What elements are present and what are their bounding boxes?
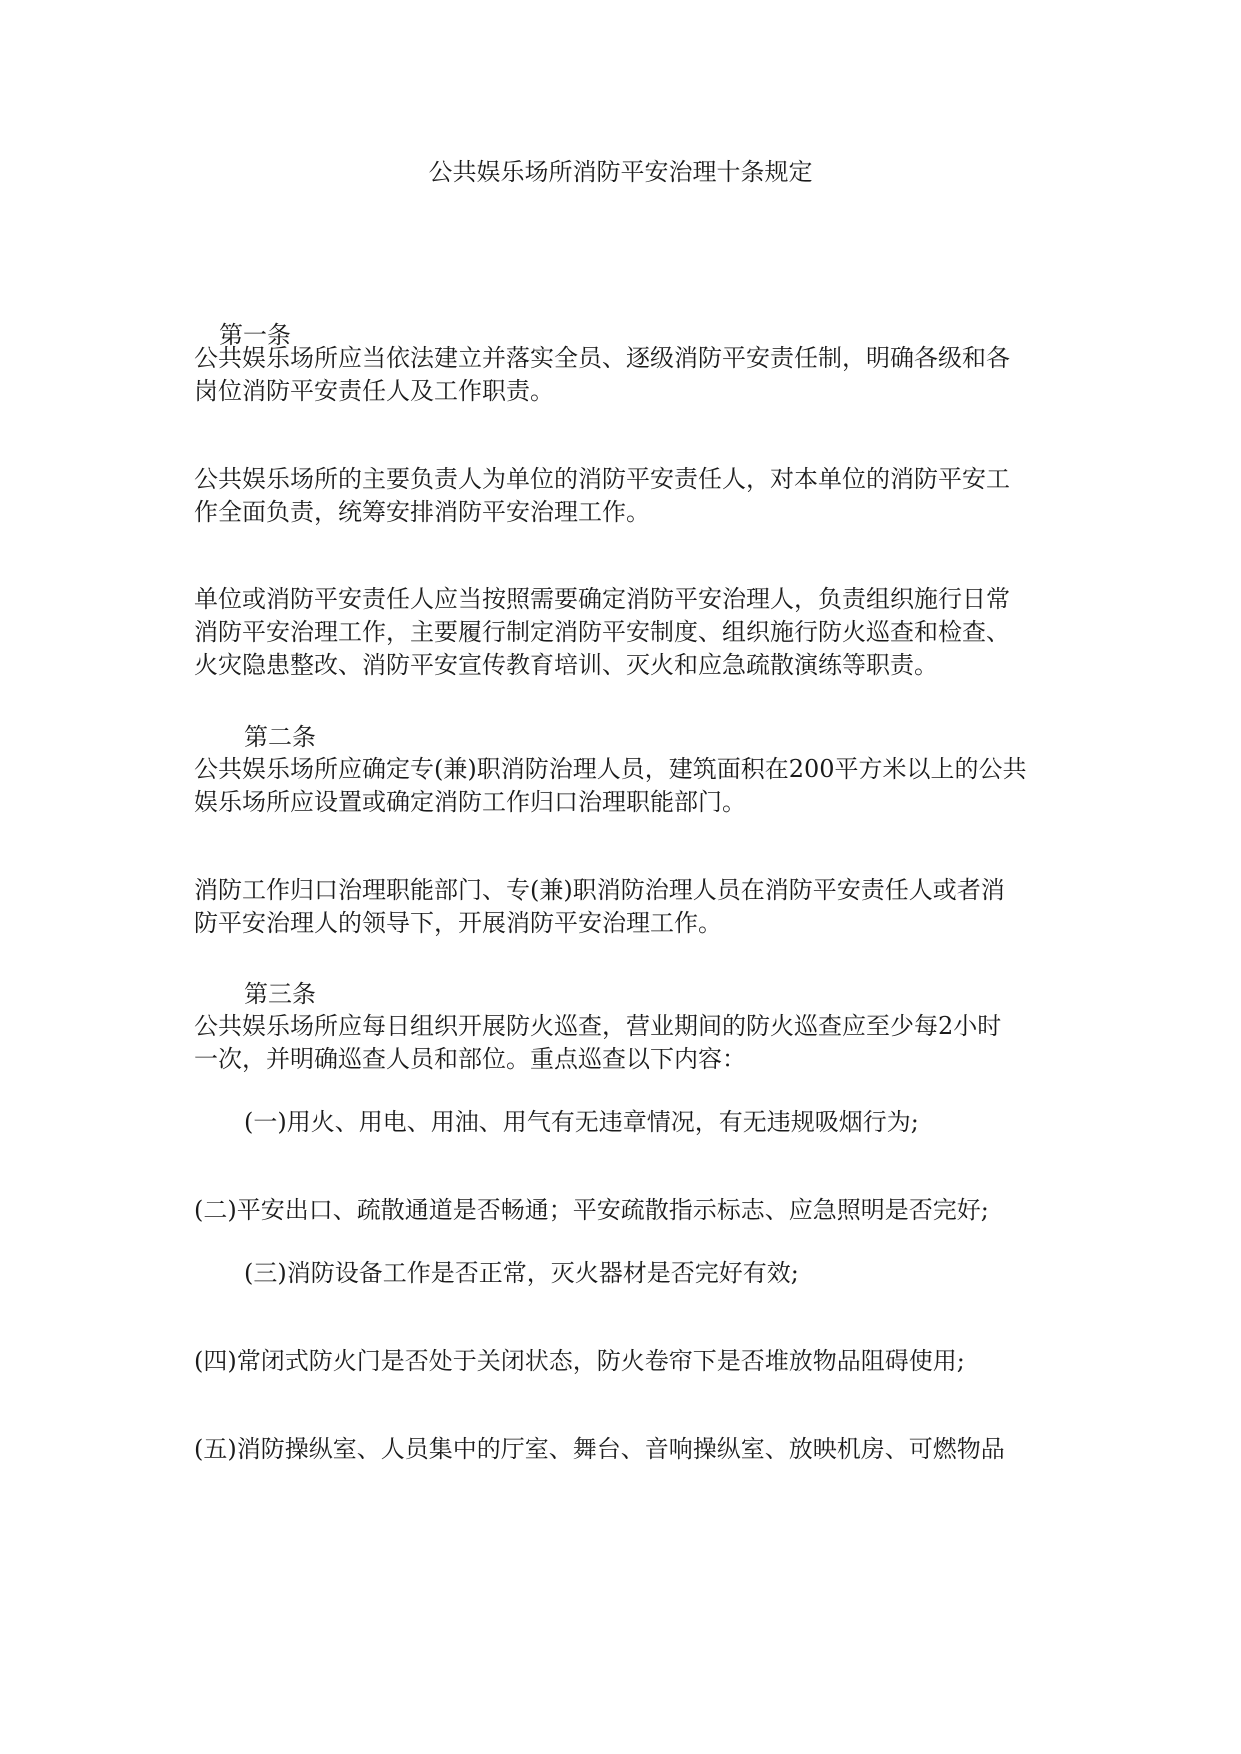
article-1-paragraph-1-line-2: 岗位消防平安责任人及工作职责。 bbox=[194, 377, 554, 405]
article-1-paragraph-2-line-1: 公共娱乐场所的主要负责人为单位的消防平安责任人，对本单位的消防平安工 bbox=[194, 465, 1010, 493]
article-1-paragraph-2-line-2: 作全面负责，统筹安排消防平安治理工作。 bbox=[194, 498, 650, 526]
article-3-item-1: (一)用火、用电、用油、用气有无违章情况，有无违规吸烟行为; bbox=[244, 1108, 919, 1136]
article-1-paragraph-1-line-1: 公共娱乐场所应当依法建立并落实全员、逐级消防平安责任制，明确各级和各 bbox=[194, 344, 1010, 372]
article-1-paragraph-3-line-1: 单位或消防平安责任人应当按照需要确定消防平安治理人，负责组织施行日常 bbox=[194, 585, 1010, 613]
document-title: 公共娱乐场所消防平安治理十条规定 bbox=[428, 158, 813, 186]
article-2-paragraph-1-line-2: 娱乐场所应设置或确定消防工作归口治理职能部门。 bbox=[194, 788, 746, 816]
article-3-heading: 第三条 bbox=[244, 980, 316, 1008]
article-1-paragraph-3-line-2: 消防平安治理工作，主要履行制定消防平安制度、组织施行防火巡查和检查、 bbox=[194, 618, 1010, 646]
article-1-heading: 第一条 bbox=[219, 321, 291, 349]
article-3-paragraph-1-line-2: 一次，并明确巡查人员和部位。重点巡查以下内容： bbox=[194, 1045, 746, 1073]
article-2-paragraph-2-line-2: 防平安治理人的领导下，开展消防平安治理工作。 bbox=[194, 909, 722, 937]
article-3-paragraph-1-line-1: 公共娱乐场所应每日组织开展防火巡查，营业期间的防火巡查应至少每2小时 bbox=[194, 1012, 1002, 1040]
article-2-heading: 第二条 bbox=[244, 723, 316, 751]
article-1-paragraph-3-line-3: 火灾隐患整改、消防平安宣传教育培训、灭火和应急疏散演练等职责。 bbox=[194, 651, 938, 679]
article-3-item-3: (三)消防设备工作是否正常，灭火器材是否完好有效; bbox=[244, 1259, 799, 1287]
article-3-item-2: (二)平安出口、疏散通道是否畅通；平安疏散指示标志、应急照明是否完好; bbox=[194, 1196, 989, 1224]
article-3-item-4: (四)常闭式防火门是否处于关闭状态，防火卷帘下是否堆放物品阻碍使用; bbox=[194, 1347, 965, 1375]
article-2-paragraph-2-line-1: 消防工作归口治理职能部门、专(兼)职消防治理人员在消防平安责任人或者消 bbox=[194, 876, 1005, 904]
article-2-paragraph-1-line-1: 公共娱乐场所应确定专(兼)职消防治理人员，建筑面积在200平方米以上的公共 bbox=[194, 755, 1027, 783]
article-3-item-5: (五)消防操纵室、人员集中的厅室、舞台、音响操纵室、放映机房、可燃物品 bbox=[194, 1435, 1005, 1463]
